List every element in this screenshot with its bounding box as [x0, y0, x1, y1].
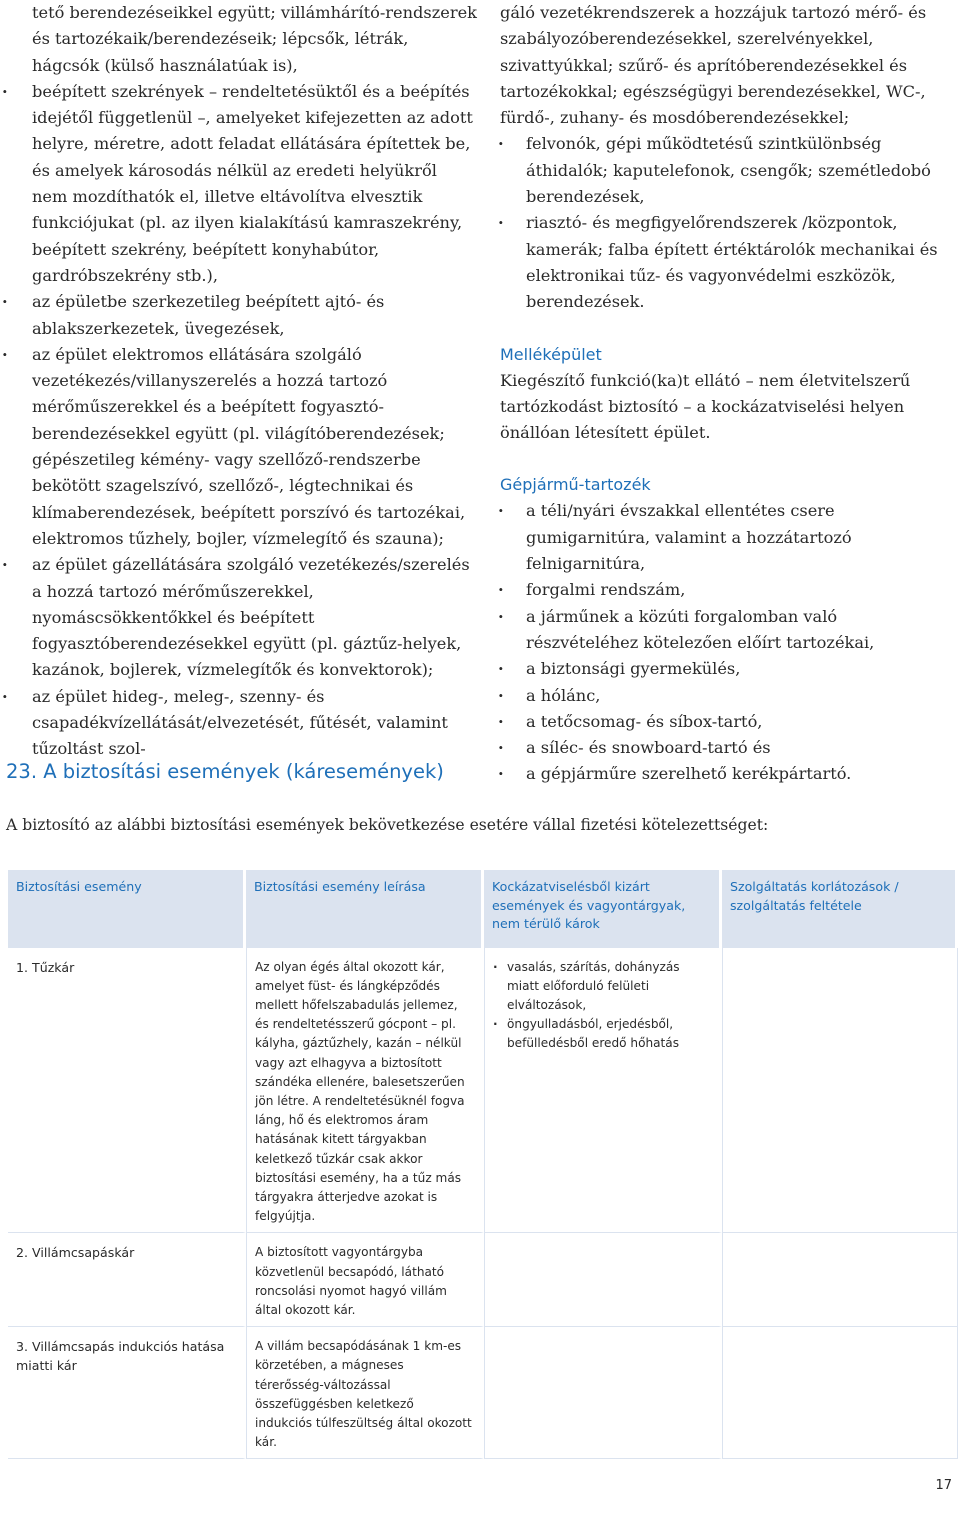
column-header: Kockázatviselésből kizárt események és vagyontárgyak, nem térülő károk	[484, 870, 722, 948]
list-item: · a gépjárműre szerelhető kerékpártartó.	[500, 761, 950, 787]
list-item: · az épület elektromos ellátására szolgáló vezetékezés/villanyszerelés a hozzá tartozó mérőműszerekkel és a beépített fogyasztó-berendezésekkel együtt (pl. világítóberendezések; gépészetileg kémény- vagy szellőző-rendszerbe bekötött szagelszívó, szellőző-, légtechnikai és klímaberendezések, beépített porszívó és tartozékai, elektromos tűzhely, bojler, vízmelegítő és szauna);	[32, 342, 477, 552]
list-item: · felvonók, gépi működtetésű szintkülönbség áthidalók; kaputelefonok, csengők; szemétledobó berendezések,	[500, 131, 950, 210]
left-continuation-text: tető berendezéseikkel együtt; villámhárító-rendszerek és tartozékaik/berendezéseik; lépcsők, létrák, hágcsók (külső használatúak is),	[32, 3, 477, 75]
event-cell: 3. Villámcsapás indukciós hatása miatti kár	[8, 1327, 246, 1459]
excluded-cell	[484, 1327, 722, 1459]
list-item: · az épületbe szerkezetileg beépített ajtó- és ablakszerkezetek, üvegezések,	[32, 289, 477, 342]
list-item: · a járműnek a közúti forgalomban való részvételéhez kötelezően előírt tartozékai,	[500, 604, 950, 657]
section-title: 23. A biztosítási események (káresemények)	[6, 760, 444, 783]
list-item: · az épület gázellátására szolgáló vezetékezés/szerelés a hozzá tartozó mérőműszerekkel, nyomáscsökkentőkkel és beépített fogyasztóberendezésekkel együtt (pl. gáztűz-helyek, kazánok, bojlerek, vízmelegítők és konvektorok);	[32, 552, 477, 683]
limits-cell	[722, 1327, 958, 1459]
right-continuation-text: gáló vezetékrendszerek a hozzájuk tartozó mérő- és szabályozóberendezésekkel, szerelvényekkel, szivattyúkkal; szűrő- és aprítóberendezésekkel és tartozékokkal; egészségügyi berendezésekkel, WC-, fürdő-, zuhany- és mosdóberendezésekkel;	[500, 3, 927, 128]
column-header: Biztosítási esemény leírása	[246, 870, 484, 948]
list-item: · a síléc- és snowboard-tartó és	[500, 735, 950, 761]
list-item: · a téli/nyári évszakkal ellentétes csere gumigarnitúra, valamint a hozzátartozó felnigarnitúra,	[500, 498, 950, 577]
left-column	[32, 0, 477, 763]
column-header: Szolgáltatás korlátozások / szolgáltatás feltétele	[722, 870, 958, 948]
page-number: 17	[935, 1478, 952, 1493]
table-row	[8, 1233, 958, 1327]
outbuilding-text: Kiegészítő funkció(ka)t ellátó – nem életvitelszerű tartózkodást biztosító – a kockázatviselési helyen önállóan létesített épület.	[500, 370, 911, 443]
description-cell: Az olyan égés által okozott kár, amelyet füst- és lángképződés mellett hőfelszabadulás jellemez, és rendeltetésszerű gócpont – pl. kályha, gáztűzhely, kazán – nélkül vagy azt elhagyva a biztosított szándéka ellenére, balesetszerűen jön létre. A rendeltetésüknél fogva láng, hő és elektromos áram hatásának kitett tárgyakban keletkező tűzkár csak akkor biztosítási esemény, ha a tűz más tárgyakra átterjedve azokat is felgyújtja.	[246, 948, 484, 1234]
excluded-cell	[484, 948, 722, 1234]
list-item: · beépített szekrények – rendeltetésüktől és a beépítés idejétől függetlenül –, amelyeket kifejezetten az adott helyre, méretre, adott feladat ellátására építettek be, és amelyek károsodás nélkül az eredeti helyükről nem mozdíthatók el, illetve eltávolítva elvesztik funkciójukat (pl. az ilyen kialakítású kamraszekrény, beépített szekrény, beépített konyhabútor, gardróbszekrény stb.),	[32, 79, 477, 289]
right-column	[500, 0, 950, 788]
list-item: · forgalmi rendszám,	[500, 577, 950, 603]
right-bullet-list	[500, 131, 950, 315]
table-header-row	[8, 870, 958, 948]
list-item: · a tetőcsomag- és síbox-tartó,	[500, 709, 950, 735]
table-row	[8, 1327, 958, 1459]
excluded-cell	[484, 1233, 722, 1327]
vehicle-accessory-list	[500, 498, 950, 787]
description-cell: A biztosított vagyontárgyba közvetlenül becsapódó, látható roncsolási nyomot hagyó villám által okozott kár.	[246, 1233, 484, 1327]
left-bullet-list	[32, 79, 477, 763]
list-item: · az épület hideg-, meleg-, szenny- és csapadékvízellátását/elvezetését, fűtését, valamint tűzoltást szol-	[32, 684, 477, 763]
list-item: · öngyulladásból, erjedésből, befülledésből eredő hőhatás	[493, 1015, 711, 1053]
event-cell: 1. Tűzkár	[8, 948, 246, 1234]
list-item: · riasztó- és megfigyelőrendszerek /központok, kamerák; falba épített értéktárolók mechanikai és elektronikai tűz- és vagyonvédelmi eszközök, berendezések.	[500, 210, 950, 315]
column-header: Biztosítási esemény	[8, 870, 246, 948]
description-cell: A villám becsapódásának 1 km-es körzetében, a mágneses térerősség-változással összefüggésben keletkező indukciós túlfeszültség által okozott kár.	[246, 1327, 484, 1459]
limits-cell	[722, 948, 958, 1234]
vehicle-accessory-heading: Gépjármű-tartozék	[500, 475, 651, 495]
event-cell: 2. Villámcsapáskár	[8, 1233, 246, 1327]
list-item: · a biztonsági gyermekülés,	[500, 656, 950, 682]
list-item: · vasalás, szárítás, dohányzás miatt előforduló felületi elváltozások,	[493, 958, 711, 1016]
list-item: · a hólánc,	[500, 683, 950, 709]
limits-cell	[722, 1233, 958, 1327]
outbuilding-heading: Melléképület	[500, 344, 602, 364]
table-row	[8, 948, 958, 1234]
insurance-events-table	[8, 870, 958, 1459]
section-intro: A biztosító az alábbi biztosítási események bekövetkezése esetére vállal fizetési kötelezettséget:	[6, 816, 769, 834]
